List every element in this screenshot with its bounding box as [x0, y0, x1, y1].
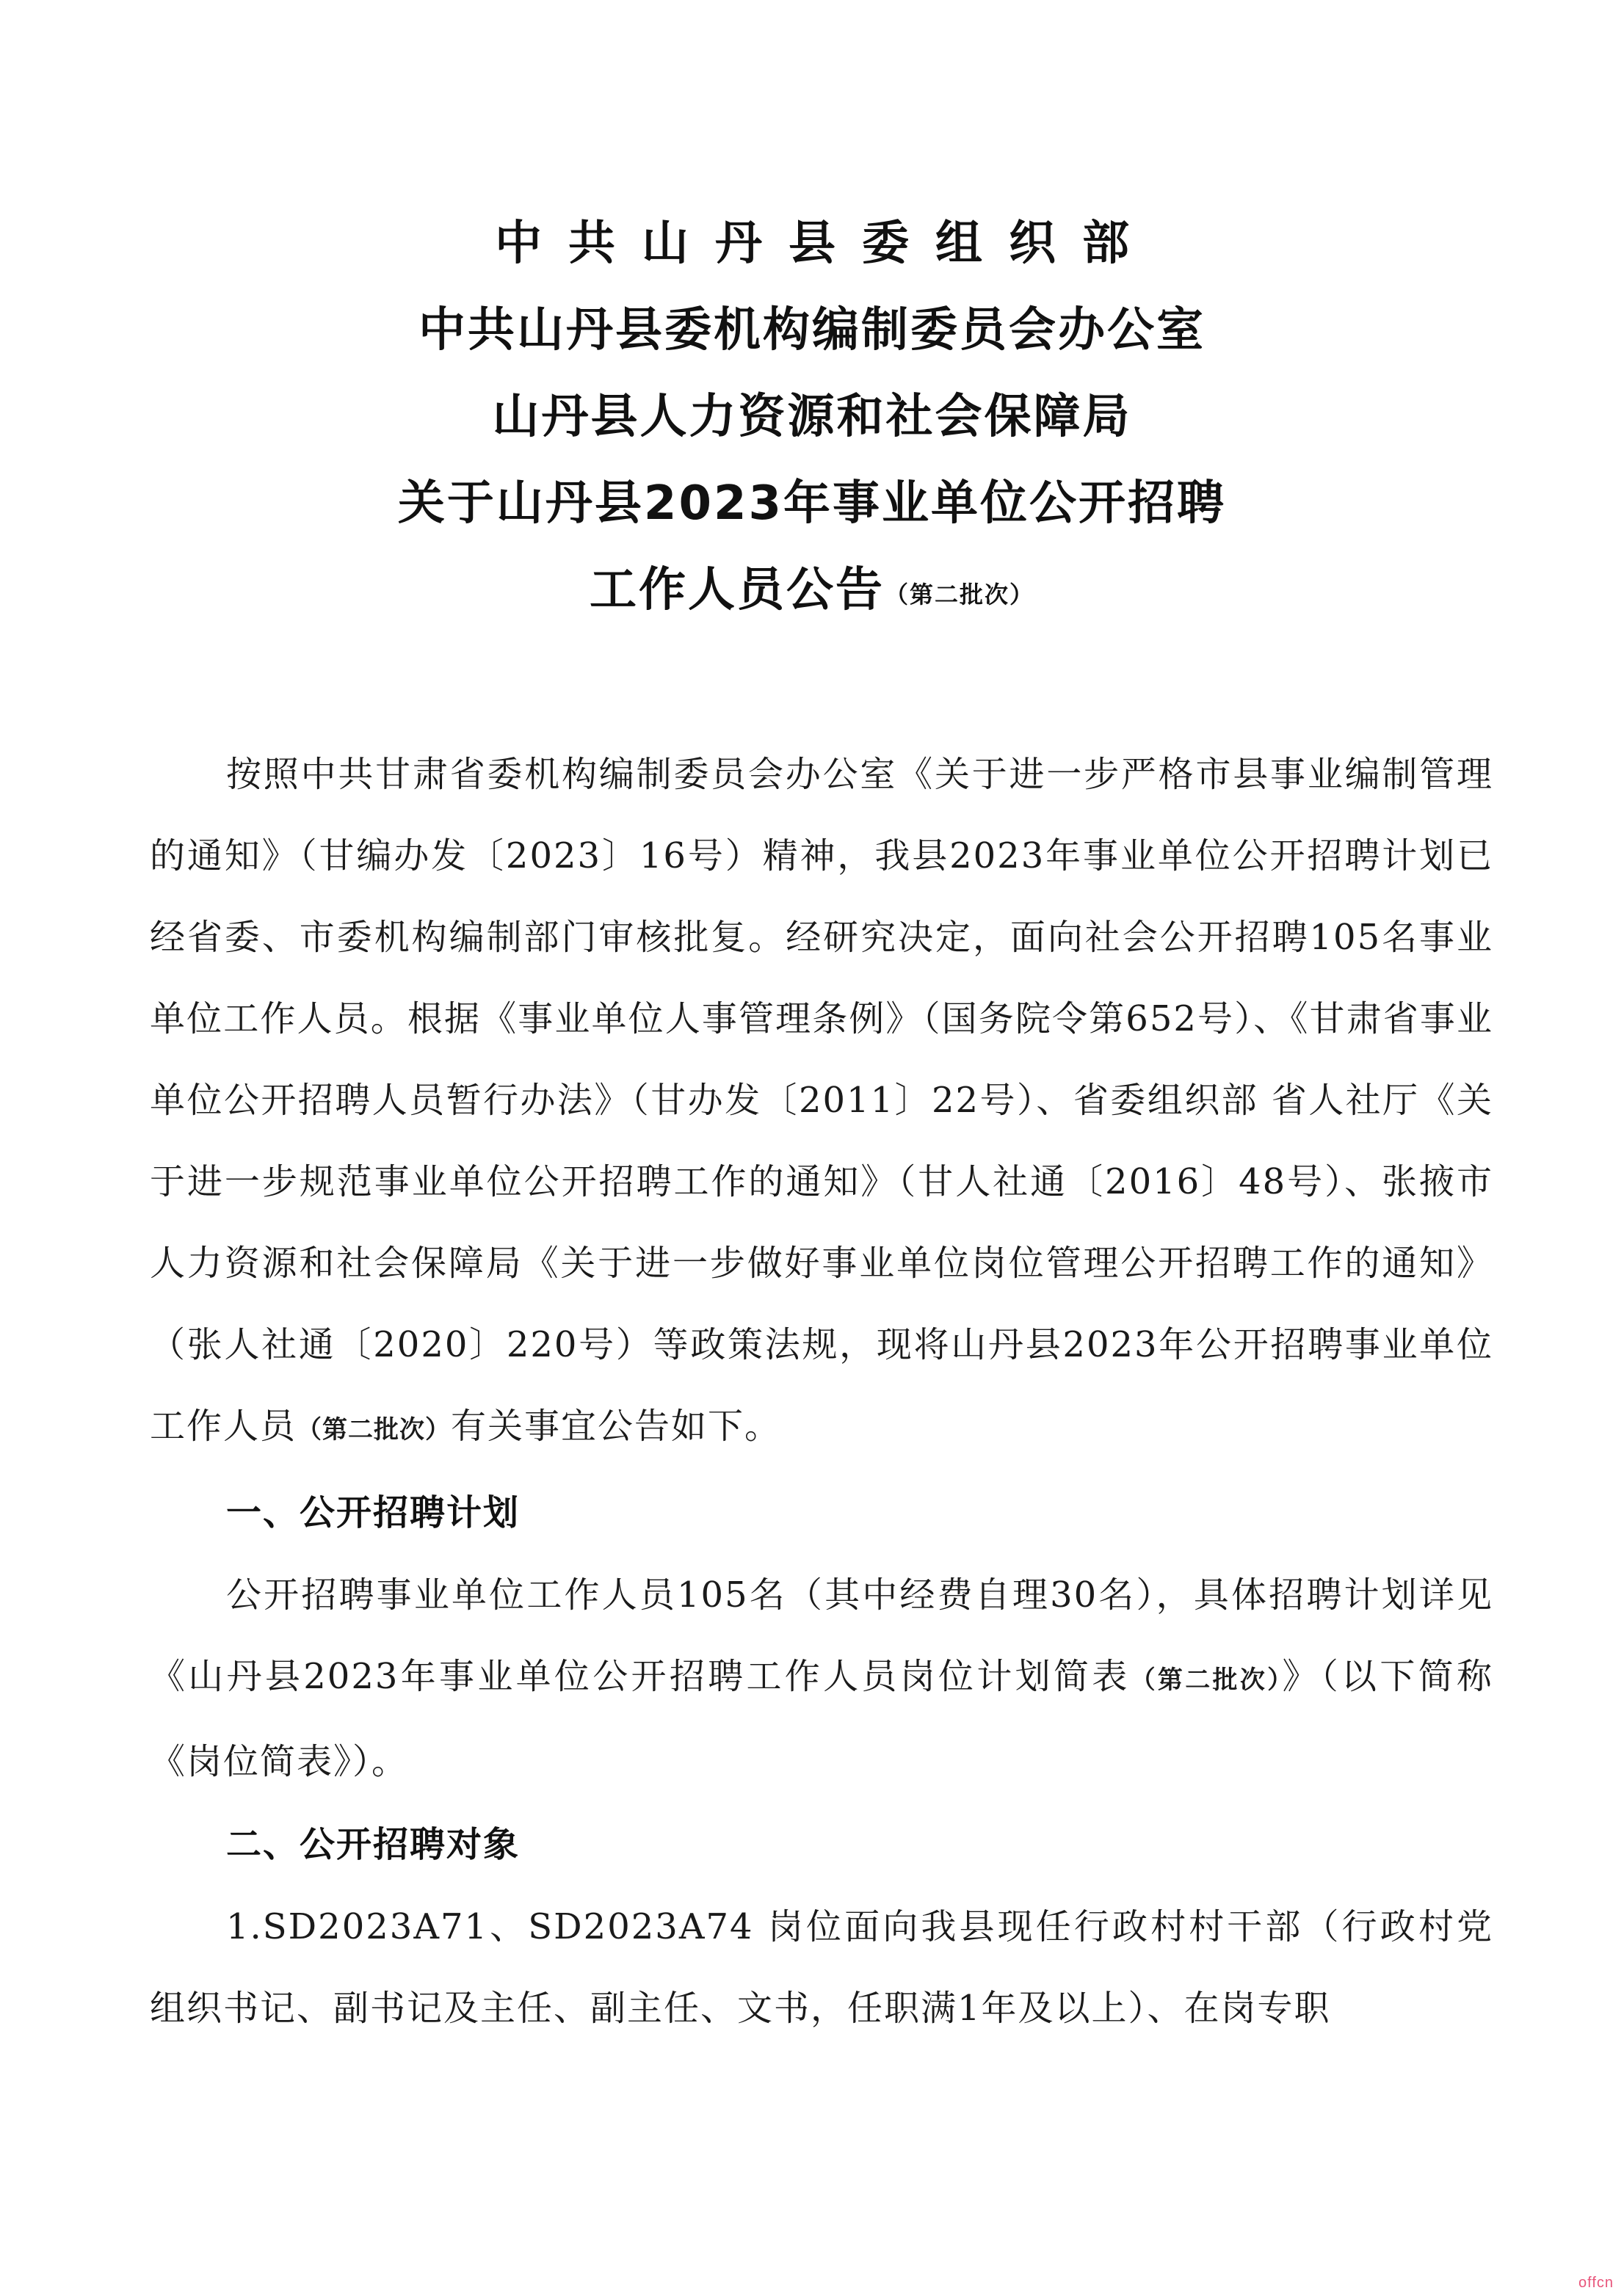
- intro-batch-note: （第二批次）: [297, 1415, 452, 1445]
- title-line-1: 中共山丹县委组织部: [495, 217, 1156, 271]
- section-1-heading: 一、公开招聘计划: [226, 1492, 521, 1533]
- title-line-5-main: 工作人员公告: [589, 563, 885, 617]
- intro-text-a: 按照中共甘肃省委机构编制委员会办公室《关于进一步严格市县事业编制管理的通知》（甘编办发〔2023〕16号）精神，我县2023年事业单位公开招聘计划已经省委、市委机构编制部门审核批复。经研究决定，面向社会公开招聘105名事业单位工作人员。根据《事业单位人事管理条例》（国务院令第652号）、《甘肃省事业单位公开招聘人员暂行办法》（甘办发〔2011〕22号）、省委组织部 省人社厅《关于进一步规范事业单位公开招聘工作的通知》（甘人社通〔2016〕48号）、张掖市人力资源和社会保障局《关于进一步做好事业单位岗位管理公开招聘工作的通知》（张人社通〔2020〕220号）等政策法规，现将山丹县2023年公开招聘事业单位工作人员: [150, 754, 1493, 1447]
- section-1-paragraph: [150, 1555, 1493, 1803]
- title-line-5: [0, 563, 1624, 617]
- document-body: [150, 734, 1493, 2049]
- section-2-item-1: 1.SD2023A71、SD2023A74 岗位面向我县现任行政村村干部（行政村党组织书记、副书记及主任、副主任、文书，任职满1年及以上）、在岗专职: [150, 1906, 1493, 2029]
- document-title: [0, 217, 1624, 653]
- watermark-logo: offcn: [1578, 2275, 1614, 2291]
- title-batch-note: （第二批次）: [884, 581, 1034, 608]
- title-line-4: 关于山丹县2023年事业单位公开招聘: [397, 476, 1227, 531]
- section-1-batch-note: （第二批次）: [1130, 1665, 1283, 1695]
- title-line-3: 山丹县人力资源和社会保障局: [492, 390, 1132, 444]
- intro-text-b: 有关事宜公告如下。: [451, 1406, 782, 1447]
- section-2-heading: 二、公开招聘对象: [226, 1824, 521, 1865]
- section-1-text-b: 》（以下简称《岗位简表》）。: [150, 1656, 1493, 1782]
- section-1-text-a: 公开招聘事业单位工作人员105名（其中经费自理30名），具体招聘计划详见《山丹县2023年事业单位公开招聘工作人员岗位计划简表: [150, 1574, 1493, 1697]
- intro-paragraph: [150, 734, 1493, 1471]
- title-line-2: 中共山丹县委机构编制委员会办公室: [418, 303, 1206, 357]
